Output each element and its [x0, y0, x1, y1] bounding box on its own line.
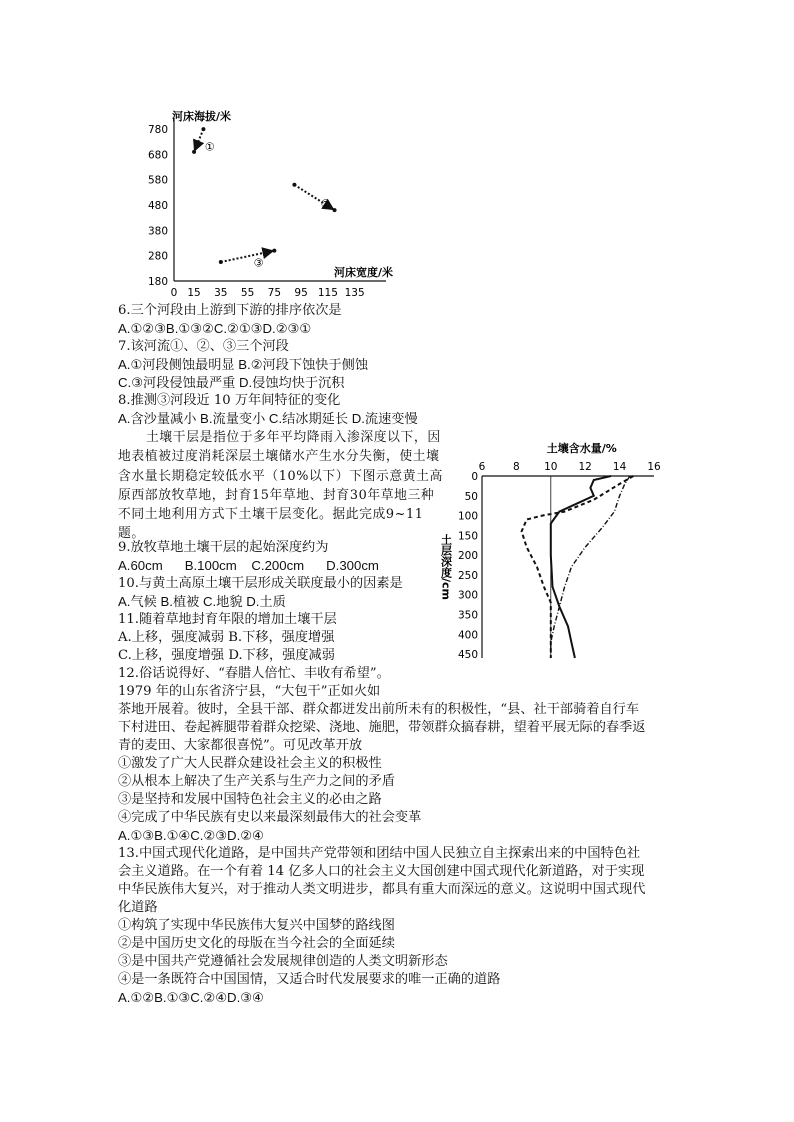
question-13-line-1: 13.中国式现代化道路，是中国共产党带领和团结中国人民独立自主探索出来的中国特色社 — [118, 846, 641, 861]
segment-1-arrow — [194, 129, 203, 152]
y-tick-label: 480 — [147, 200, 168, 213]
x-tick-label: 15 — [187, 287, 201, 299]
y-axis-label: 土层深度/cm — [439, 534, 453, 600]
x-tick-label: 14 — [612, 461, 627, 473]
x-tick-label: 95 — [294, 287, 308, 299]
question-13-option-2: ②是中国历史文化的母版在当今社会的全面延续 — [118, 936, 395, 951]
question-13-line-2: 会主义道路。在一个有着 14 亿多人口的社会主义大国创建中国式现代化新道路，对于实现 — [118, 864, 645, 879]
question-12-option-1: ①激发了广大人民群众建设社会主义的积极性 — [118, 756, 382, 771]
question-12-line-4: 下村进田、卷起裤腿带着群众挖梁、浇地、施肥，带领群众搞春耕，望着平展无际的春季返 — [118, 720, 646, 735]
x-tick-label: 115 — [317, 287, 338, 299]
question-9: 9.放牧草地土壤干层的起始深度约为 — [118, 540, 329, 555]
question-12-answers: A.①③B.①④C.②③D.②④ — [118, 828, 264, 843]
y-tick-label: 100 — [457, 510, 478, 523]
x-tick-label: 0 — [170, 287, 178, 299]
x-tick-label: 10 — [544, 461, 558, 473]
segment-1-start-point — [201, 127, 205, 131]
question-13-line-4: 化道路 — [118, 900, 158, 915]
y-tick-label: 50 — [464, 490, 478, 503]
y-tick-label: 400 — [457, 629, 478, 642]
x-tick-label: 12 — [578, 461, 592, 473]
segment-3-start-point — [219, 260, 223, 264]
segment-1-label: ① — [204, 140, 215, 154]
y-tick-label: 680 — [147, 149, 168, 162]
y-tick-label: 300 — [457, 589, 478, 602]
y-tick-label: 350 — [457, 609, 478, 622]
x-tick-label: 135 — [344, 287, 365, 299]
series-1-line — [551, 476, 611, 658]
question-11: 11.随着草地封育年限的增加土壤干层 — [118, 612, 337, 627]
y-axis-label: 河床海拔/米 — [172, 110, 232, 123]
question-12-line-3: 茶地开展着。彼时，全县干部、群众都迸发出前所未有的积极性，“县、社干部骑着自行车 — [118, 702, 640, 717]
question-12-line-2: 1979 年的山东省济宁县，“大包干”正如火如 — [118, 684, 381, 699]
question-12-option-2: ②从根本上解决了生产关系与生产力之间的矛盾 — [118, 774, 395, 789]
y-tick-label: 150 — [457, 530, 478, 543]
question-9-options: A.60cm B.100cm C.200cm D.300cm — [118, 558, 379, 573]
question-10-options: A.气候 B.植被 C.地貌 D.土质 — [118, 594, 286, 609]
question-12-line-1: 12.俗话说得好、“春腊人倍忙、丰收有希望”。 — [118, 666, 390, 681]
x-tick-label: 6 — [478, 461, 486, 473]
segment-2-start-point — [292, 183, 296, 187]
x-tick-label: 8 — [513, 461, 520, 473]
x-axis-label: 河床宽度/米 — [334, 266, 394, 279]
y-tick-label: 200 — [457, 550, 478, 563]
segment-1-end-point — [192, 150, 196, 154]
question-7-options-a: A.①河段侧蚀最明显 B.②河段下蚀快于侧蚀 — [118, 357, 369, 372]
question-12-option-3: ③是坚持和发展中国特色社会主义的必由之路 — [118, 792, 382, 807]
question-11-options-a: A.上移，强度减弱 B.下移，强度增强 — [118, 630, 335, 645]
x-axis-label: 土壤含水量/% — [546, 442, 617, 455]
question-13-option-3: ③是中国共产党遵循社会发展规律创造的人类文明新形态 — [118, 954, 448, 969]
question-12-option-4: ④完成了中华民族有史以来最深刻最伟大的社会变革 — [118, 810, 422, 825]
y-tick-label: 250 — [457, 569, 478, 582]
y-tick-label: 450 — [457, 649, 478, 662]
y-tick-label: 280 — [147, 250, 168, 263]
question-6: 6.三个河段由上游到下游的排序依次是 — [118, 303, 342, 318]
y-tick-label: 780 — [147, 124, 168, 137]
question-8: 8.推测③河段近 10 万年间特征的变化 — [118, 393, 341, 408]
segment-3-arrow — [221, 251, 275, 262]
x-tick-label: 55 — [240, 287, 255, 299]
question-7-options-b: C.③河段侵蚀最严重 D.侵蚀均快于沉积 — [118, 375, 345, 390]
y-tick-label: 380 — [147, 225, 168, 238]
x-tick-label: 16 — [647, 461, 661, 473]
question-11-options-b: C.上移，强度增强 D.下移，强度减弱 — [118, 648, 335, 663]
segment-3-label: ③ — [253, 256, 264, 270]
segment-2-label: ② — [320, 197, 331, 211]
series-3-line — [551, 476, 630, 658]
y-tick-label: 180 — [147, 276, 168, 288]
segment-3-end-point — [272, 249, 276, 253]
question-8-options: A.含沙量减小 B.流量变小 C.结冰期延长 D.流速变慢 — [118, 411, 418, 426]
x-tick-label: 75 — [267, 287, 282, 299]
soil-dry-layer-passage: 土壤干层是指位于多年平均降雨入渗深度以下，因地表植被过度消耗深层土壤储水产生水分失衡，使土壤含水量长期稳定较低水平（10%以下）下图示意黄土高原西部放牧草地，封育15年草地、封育30年草地三种不同土地利用方式下土壤干层变化。据此完成9~11题。 — [118, 430, 443, 542]
question-13-answers: A.①②B.①③C.②④D.③④ — [118, 990, 264, 1005]
question-6-options: A.①②③B.①③②C.②①③D.②③① — [118, 321, 312, 336]
y-tick-label: 0 — [471, 471, 478, 483]
segment-2-end-point — [333, 208, 337, 212]
river-bed-chart — [118, 108, 398, 308]
y-tick-label: 580 — [147, 174, 168, 187]
question-10: 10.与黄土高原土壤干层形成关联度最小的因素是 — [118, 576, 403, 591]
question-13-line-3: 中华民族伟大复兴，对于推动人类文明进步，都具有重大而深远的意义。这说明中国式现代 — [118, 882, 646, 897]
question-13-option-1: ①构筑了实现中华民族伟大复兴中国梦的路线图 — [118, 918, 395, 933]
question-7: 7.该河流①、②、③三个河段 — [118, 339, 289, 354]
soil-moisture-chart — [436, 440, 676, 670]
question-12-line-5: 青的麦田、大家都很喜悦”。可见改革开放 — [118, 738, 363, 753]
question-13-option-4: ④是一条既符合中国国情，又适合时代发展要求的唯一正确的道路 — [118, 972, 501, 987]
x-tick-label: 35 — [214, 287, 228, 299]
